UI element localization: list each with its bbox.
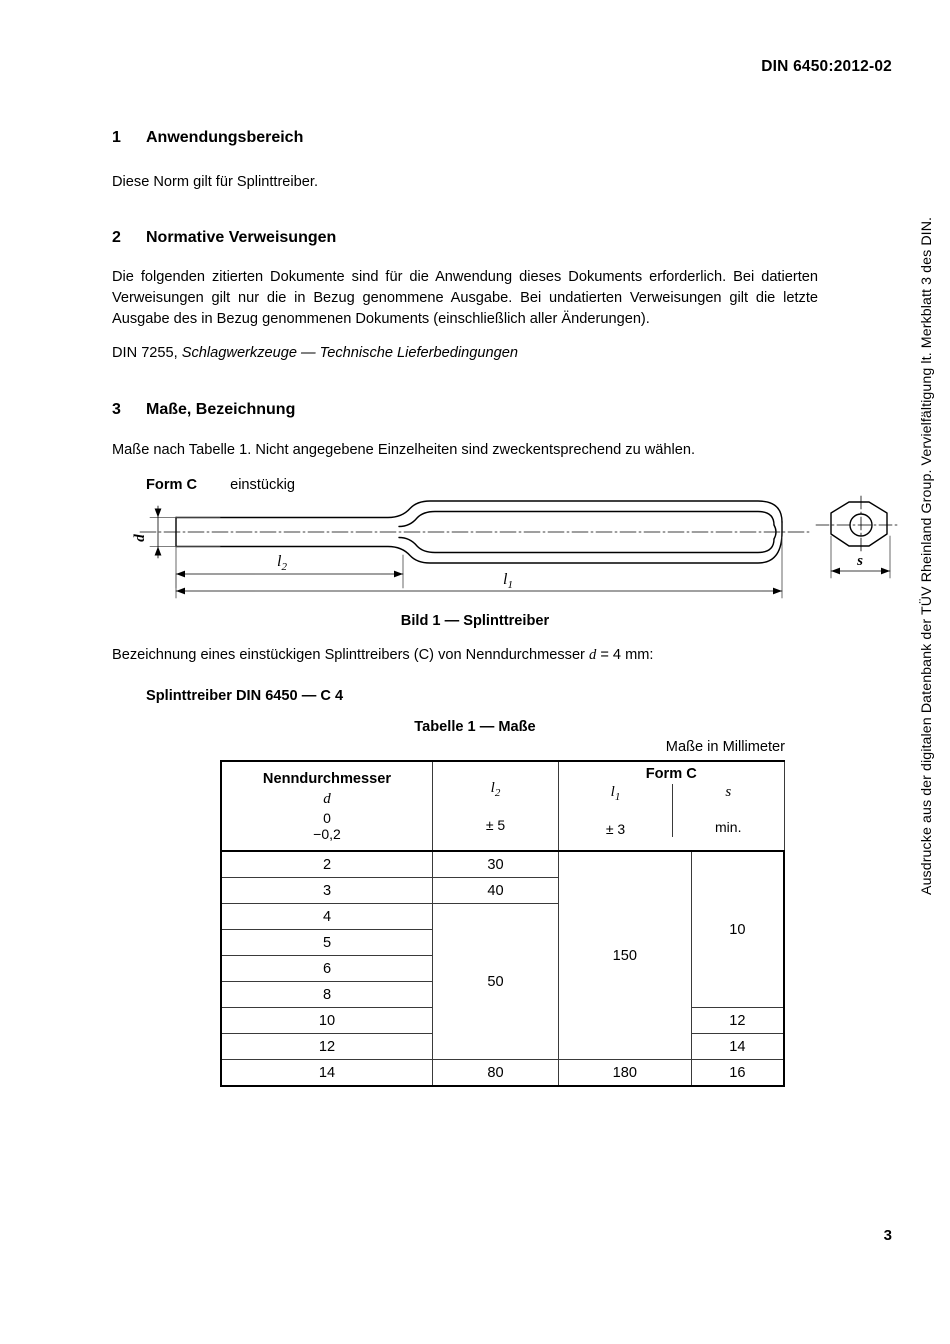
figure-form-description: einstückig xyxy=(230,477,295,493)
header-cell-l2 xyxy=(433,761,559,851)
header-s-symbol: s xyxy=(725,784,732,800)
section-2-title: Normative Verweisungen xyxy=(146,229,337,246)
drawing-outline-top xyxy=(176,511,782,522)
section-3-heading xyxy=(112,401,818,419)
table-caption: Tabelle 1 — Maße xyxy=(414,719,536,735)
sidebar-copyright-note: Ausdrucke aus der digitalen Datenbank der TÜV Rheinland Group. Vervielfältigung lt. Merkblatt 3 des DIN. xyxy=(919,216,935,895)
cell-l2: 40 xyxy=(433,878,559,904)
cell-d: 10 xyxy=(221,1008,433,1034)
figure-caption: Bild 1 — Splinttreiber xyxy=(400,613,550,629)
section-3-number: 3 xyxy=(112,401,121,418)
header-nenndurchmesser-tol-lower: −0,2 xyxy=(313,825,341,842)
header-s-tolerance: min. xyxy=(715,819,742,835)
cell-s: 14 xyxy=(691,1034,784,1060)
cell-l2: 80 xyxy=(433,1060,559,1087)
header-l1-tolerance: ± 3 xyxy=(605,821,626,837)
cell-d: 2 xyxy=(221,851,433,878)
designation-intro-b: = 4 mm: xyxy=(596,647,654,663)
header-cell-form-c-group xyxy=(559,761,785,851)
table-header-row xyxy=(221,761,784,851)
header-l2-tolerance: ± 5 xyxy=(485,816,506,833)
drawing-label-l1: $l_1$ xyxy=(503,571,513,591)
designation-example: Splinttreiber DIN 6450 — C 4 xyxy=(146,688,344,704)
section-2-reference xyxy=(112,343,818,364)
section-1-heading xyxy=(112,129,818,147)
cell-l2-merged: 50 xyxy=(433,904,559,1060)
document-header-standard-id: DIN 6450:2012-02 xyxy=(761,58,892,75)
cell-d: 4 xyxy=(221,904,433,930)
section-1-body: Diese Norm gilt für Splinttreiber. xyxy=(112,174,319,190)
section-2-heading xyxy=(112,229,818,247)
figure-form-label-line xyxy=(146,477,295,493)
cell-d: 3 xyxy=(221,878,433,904)
header-form-c-title: Form C xyxy=(645,766,697,782)
section-3-title: Maße, Bezeichnung xyxy=(146,401,296,418)
cell-l2: 30 xyxy=(433,851,559,878)
section-1-number: 1 xyxy=(112,129,121,146)
header-nenndurchmesser-symbol: d xyxy=(323,790,331,807)
technical-drawing-splinttreiber xyxy=(110,492,900,607)
section-2-number: 2 xyxy=(112,229,121,246)
section-3-body: Maße nach Tabelle 1. Nicht angegebene Einzelheiten sind zweckentsprechend zu wählen. xyxy=(112,442,696,458)
page-number: 3 xyxy=(883,1227,892,1244)
header-cell-nenndurchmesser xyxy=(221,761,433,851)
table-row xyxy=(221,851,784,878)
header-cell-s xyxy=(672,784,784,837)
designation-intro-a: Bezeichnung eines einstückigen Splinttreibers (C) von Nenndurchmesser xyxy=(112,647,589,663)
header-nenndurchmesser-title: Nenndurchmesser xyxy=(262,770,392,787)
cell-s-merged: 10 xyxy=(691,851,784,1008)
cell-d: 5 xyxy=(221,930,433,956)
designation-intro-var: d xyxy=(588,647,597,663)
header-nenndurchmesser-tol-upper: 0 xyxy=(323,809,331,826)
reference-id: DIN 7255, xyxy=(112,345,178,361)
drawing-label-d: d xyxy=(132,534,148,542)
reference-title: Schlagwerkzeuge — Technische Lieferbedingungen xyxy=(181,345,518,361)
cell-s: 16 xyxy=(691,1060,784,1087)
cell-l1: 180 xyxy=(559,1060,692,1087)
section-2-body: Die folgenden zitierten Dokumente sind für die Anwendung dieses Dokuments erforderlich. Bei datierten Verweisungen gilt nur die in Bezug genommene Ausgabe. Bei undatierten Verweisungen gilt die letzte Ausgabe des in Bezug genommenen Dokuments (einschließlich aller Änderungen). xyxy=(112,269,818,327)
cell-d: 6 xyxy=(221,956,433,982)
table-row xyxy=(221,1060,784,1087)
cell-s: 12 xyxy=(691,1008,784,1034)
header-l1-symbol: $l_1$ xyxy=(610,784,621,803)
cell-d: 14 xyxy=(221,1060,433,1087)
figure-form-label: Form C xyxy=(146,477,198,493)
drawing-label-s: s xyxy=(857,553,863,569)
designation-intro xyxy=(112,647,653,664)
header-cell-l1 xyxy=(559,784,672,837)
section-1-title: Anwendungsbereich xyxy=(146,129,304,146)
header-l2-symbol: $l_2$ xyxy=(490,779,501,799)
cell-d: 12 xyxy=(221,1034,433,1060)
cell-l1-merged: 150 xyxy=(559,851,692,1060)
table-units-note: Maße in Millimeter xyxy=(665,739,785,755)
dimensions-table xyxy=(220,760,785,1087)
cell-d: 8 xyxy=(221,982,433,1008)
drawing-label-l2: $l_2$ xyxy=(277,553,287,573)
